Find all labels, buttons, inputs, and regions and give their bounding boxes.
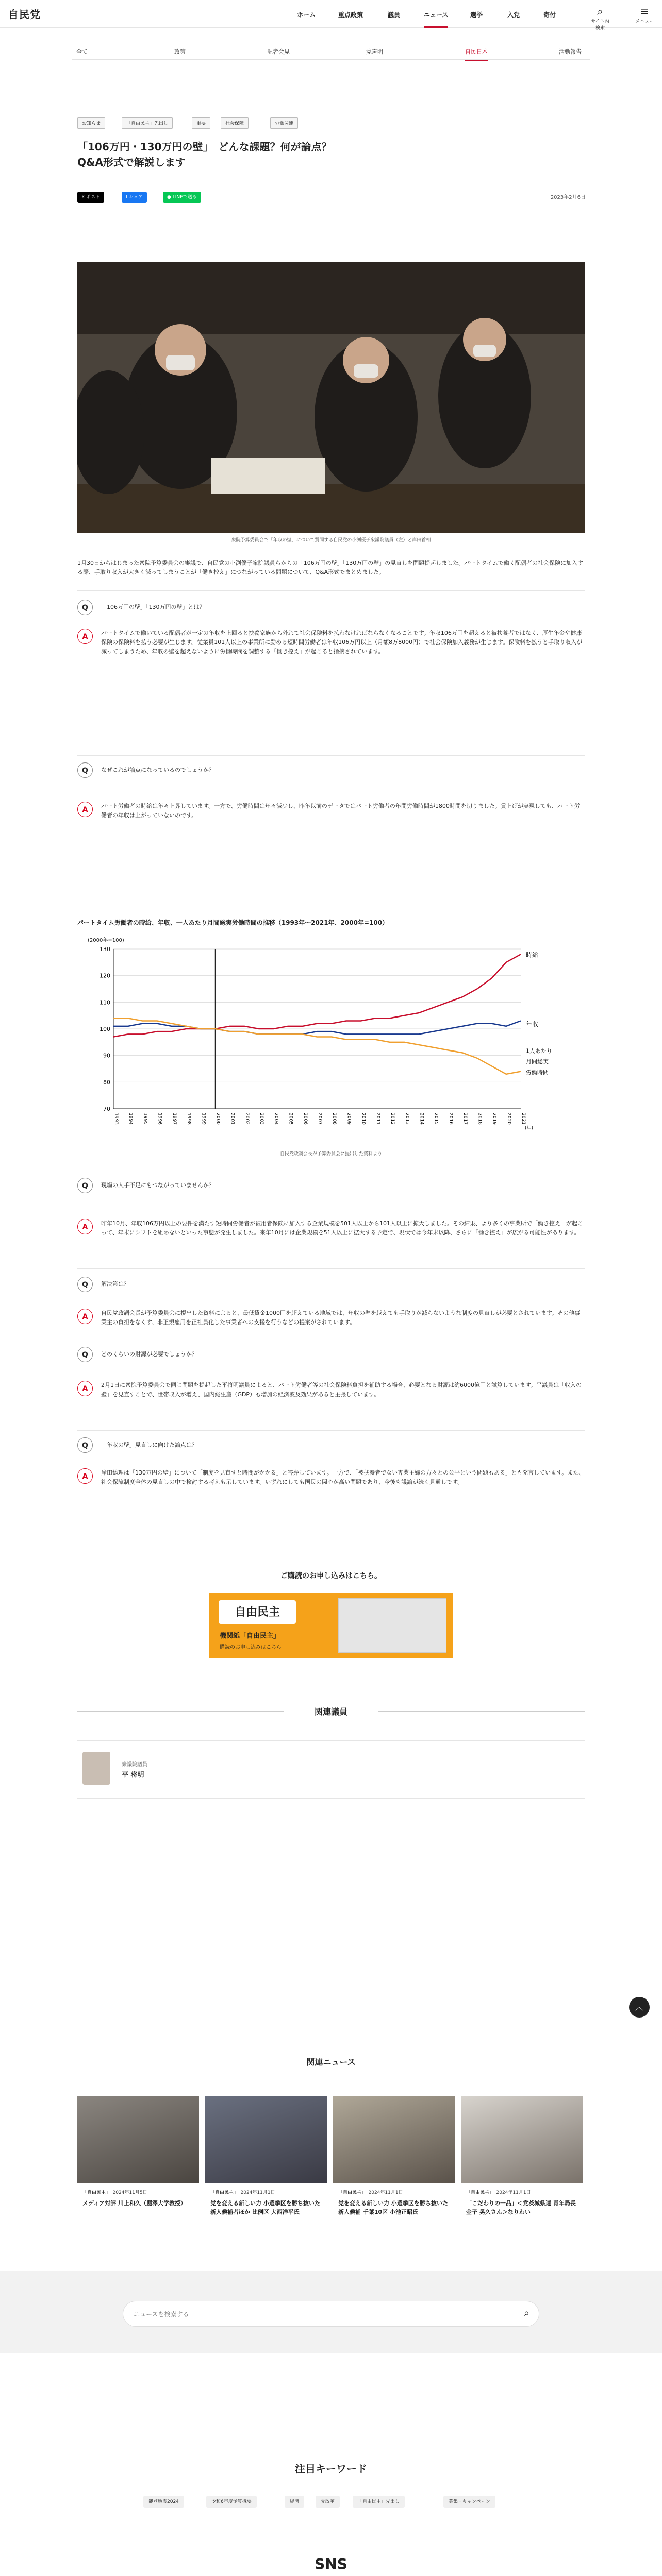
a-badge: A bbox=[77, 1381, 93, 1396]
tab-jimin-nippon[interactable]: 自民日本 bbox=[465, 47, 488, 61]
divider bbox=[77, 590, 585, 591]
related-news-heading: 関連ニュース bbox=[77, 2056, 585, 2067]
x-icon: X bbox=[81, 195, 87, 200]
tab-policy[interactable]: 政策 bbox=[174, 48, 186, 55]
x-tick-label: 2000 bbox=[215, 1113, 221, 1125]
keyword-tag[interactable]: 「自由民主」先出し bbox=[353, 2496, 405, 2508]
y-ticks bbox=[100, 946, 110, 1112]
a-badge: A bbox=[77, 629, 93, 644]
search-icon: ⌕ bbox=[597, 5, 603, 18]
back-to-top-button[interactable] bbox=[629, 1997, 650, 2018]
tag-important[interactable]: 重要 bbox=[192, 117, 210, 129]
x-tick-label: 2011 bbox=[375, 1113, 380, 1125]
x-tick-label: 1994 bbox=[128, 1113, 134, 1125]
q-badge: Q bbox=[77, 762, 93, 778]
news-card[interactable]: 「自由民主」 2024年11月1日 党を変える新しい力 小選挙区を勝ち抜いた新人候補 千葉10区 小池正昭氏 bbox=[333, 2096, 455, 2245]
label-monthly-hours: 1人あたり bbox=[526, 1047, 552, 1055]
nav-donate[interactable]: 寄付 bbox=[543, 11, 556, 19]
chevron-up-icon: ︿ bbox=[635, 2002, 643, 2012]
question-2: Q なぜこれが論点になっているのでしょうか？ bbox=[77, 762, 585, 778]
article-photo bbox=[77, 262, 585, 533]
answer-6: A 岸田総理は「130万円の壁」について「制度を見直すと時間がかかる」と答弁しています。一方で、「被扶養者でない専業主婦の方々との公平という問題もある」とも発言しています。また、社会保障制度全体の見直しの中で検討する考えも示しています。いずれにしても国民の関心が高い問題であり、今後も議論が続く見通しです。 bbox=[77, 1468, 585, 1530]
page-title: 「106万円・130万円の壁」 どんな課題？何が論点？ Q&A形式で解説します bbox=[77, 141, 332, 168]
series-annual-income bbox=[113, 1021, 521, 1035]
x-tick-label: 1999 bbox=[201, 1113, 206, 1125]
menu-button[interactable]: ≡ メニュー bbox=[635, 5, 654, 24]
nav-news[interactable]: ニュース bbox=[424, 10, 448, 28]
news-search-box bbox=[123, 2301, 539, 2327]
a-badge: A bbox=[77, 1219, 93, 1234]
tab-statement[interactable]: 党声明 bbox=[366, 48, 383, 55]
q-badge: Q bbox=[77, 600, 93, 615]
question-5: Q どのくらいの財源が必要でしょうか？ bbox=[77, 1347, 585, 1362]
x-tick-label: 2012 bbox=[390, 1113, 395, 1125]
x-tick-label: 2006 bbox=[302, 1113, 308, 1125]
subscribe-banner[interactable]: 自由民主 機関紙「自由民主」 購読のお申し込みはこちら bbox=[209, 1593, 453, 1658]
line-icon: ● bbox=[167, 195, 173, 200]
x-tick-label: 2001 bbox=[229, 1113, 235, 1125]
x-tick-label: 1997 bbox=[171, 1113, 177, 1125]
answer-4: A 自民党政調会長が予算委員会に提出した資料によると、最低賃金1000円を超えている地域では、年収の壁を越えても手取りが減らないような制度の見直しが必要とされています。その他事業主の負担をなくす、非正規雇用を正社員化した事業者への支援を行うなどの提案がされています。 bbox=[77, 1309, 585, 1350]
x-tick-label: 2018 bbox=[477, 1113, 483, 1125]
question-3: Q 現場の人手不足にもつながっていませんか？ bbox=[77, 1178, 585, 1193]
tab-press[interactable]: 記者会見 bbox=[267, 48, 290, 55]
news-thumbnail bbox=[77, 2096, 199, 2183]
nav-policy[interactable]: 重点政策 bbox=[338, 11, 363, 19]
y-tick-label: 100 bbox=[100, 1026, 110, 1032]
tab-activity[interactable]: 活動報告 bbox=[559, 48, 582, 55]
divider bbox=[77, 1798, 585, 1799]
site-logo[interactable]: 自民党 bbox=[8, 8, 41, 21]
x-tick-label: 2017 bbox=[462, 1113, 468, 1125]
share-facebook-button[interactable]: f シェア bbox=[122, 192, 147, 203]
search-button[interactable]: ⌕ サイト内検索 bbox=[590, 5, 610, 31]
tag-social-security[interactable]: 社会保障 bbox=[221, 117, 249, 129]
share-line-button[interactable]: ● LINEで送る bbox=[163, 192, 201, 203]
keyword-tag[interactable]: 能登地震2024 bbox=[143, 2496, 184, 2508]
divider bbox=[77, 1268, 585, 1269]
intro-text: 1月30日からはじまった衆院予算委員会の審議で、自民党の小渕優子衆院議員らからの「106万円の壁」「130万円の壁」の見直しを問題提起しました。パートタイムで働く配偶者の社会保険に加入する際、手取り収入が大きく減ってしまうことが「働き控え」につながっている問題について、Q&A形式でまとめました。 bbox=[77, 560, 584, 575]
question-4: Q 解決策は？ bbox=[77, 1277, 585, 1292]
x-tick-label: 2014 bbox=[419, 1113, 424, 1125]
keyword-tag[interactable]: 令和6年度予算概要 bbox=[206, 2496, 257, 2508]
chart-section bbox=[77, 918, 585, 1160]
subscribe-cta: ご購読のお申し込みはこちら。 bbox=[280, 1572, 382, 1580]
news-card[interactable]: 「自由民主」 2024年11月1日 「こだわりの一品」＜党茨城県連 青年局長 金子 晃久さん＞なりわい bbox=[461, 2096, 583, 2245]
x-tick-label: 2004 bbox=[273, 1113, 279, 1125]
news-thumbnail bbox=[205, 2096, 327, 2183]
x-tick-label: 2021 bbox=[521, 1113, 526, 1125]
keyword-tag[interactable]: 募集・キャンペーン bbox=[443, 2496, 495, 2508]
keywords-heading: 注目キーワード bbox=[295, 2463, 367, 2475]
svg-text:月間総実: 月間総実 bbox=[526, 1058, 549, 1065]
x-tick-label: 2010 bbox=[360, 1113, 366, 1125]
tag-labor[interactable]: 労働関連 bbox=[270, 117, 298, 129]
answer-2: A パート労働者の時給は年々上昇しています。一方で、労働時間は年々減少し、昨年以前のデータではパート労働者の年間労働時間が1800時間を切りました。賃上げが実現しても、パート労働者の年収は上がっていないのです。 bbox=[77, 802, 585, 833]
nav-join[interactable]: 入党 bbox=[507, 11, 520, 19]
x-tick-label: 2013 bbox=[404, 1113, 410, 1125]
question-6: Q 「年収の壁」見直しに向けた論点は？ bbox=[77, 1437, 585, 1453]
x-tick-label: 1993 bbox=[113, 1113, 119, 1125]
x-tick-label: 2003 bbox=[259, 1113, 264, 1125]
divider bbox=[77, 1430, 585, 1431]
photo-caption: 衆院予算委員会で「年収の壁」について質問する自民党の小渕優子衆議院議員（左）と岸田首相 bbox=[231, 538, 431, 543]
a-badge: A bbox=[77, 1468, 93, 1484]
keyword-tag[interactable]: 経済 bbox=[285, 2496, 304, 2508]
x-tick-label: 2019 bbox=[491, 1113, 497, 1125]
y-tick-label: 110 bbox=[100, 999, 110, 1006]
chart-title: パートタイム労働者の時給、年収、一人あたり月間総実労働時間の推移（1993年〜2021年、2000年=100） bbox=[77, 919, 389, 926]
q-badge: Q bbox=[77, 1437, 93, 1453]
member-role: 衆議院議員 bbox=[122, 1762, 147, 1768]
x-tick-label: 2016 bbox=[448, 1113, 453, 1125]
chart bbox=[77, 934, 585, 1145]
answer-5: A 2月1日に衆院予算委員会で同じ問題を提起した平将明議員によると、パート労働者等の社会保険料負担を補助する場合、必要となる財源は約6000億円と試算しています。平議員は「収入の壁」を見直すことで、世帯収入が増え、国内総生産（GDP）も増加の経済波及効果があると主張しています。 bbox=[77, 1381, 585, 1422]
question-1: Q 「106万円の壁」「130万円の壁」とは？ bbox=[77, 600, 585, 615]
site-header bbox=[0, 0, 662, 31]
a-badge: A bbox=[77, 1309, 93, 1324]
q-badge: Q bbox=[77, 1277, 93, 1292]
tab-all[interactable]: 全て bbox=[76, 48, 88, 55]
chart-grid bbox=[113, 949, 521, 1109]
share-x-button[interactable]: X ポスト bbox=[77, 192, 104, 203]
tag-notice[interactable]: お知らせ bbox=[77, 117, 105, 129]
x-tick-label: 2020 bbox=[506, 1113, 511, 1125]
answer-3: A 昨年10月、年収106万円以上の要件を満たす短時間労働者が被用者保険に加入する企業規模を501人以上から101人以上に拡大しました。その結果、より多くの事業所で「働き控え」が起こって、年末にシフトを組めないといった事態が発生しました。来年10月には企業規模を51人以上に拡大する予定で、現状では今年末以降、さらに「働き控え」が広がる可能性があります。 bbox=[77, 1219, 585, 1260]
label-annual-income: 年収 bbox=[526, 1020, 539, 1028]
divider bbox=[77, 1740, 585, 1741]
a-badge: A bbox=[77, 802, 93, 817]
sns-heading: SNS bbox=[315, 2555, 347, 2572]
x-ticks bbox=[113, 1113, 526, 1125]
nav-members[interactable]: 議員 bbox=[388, 11, 401, 19]
y-tick-label: 120 bbox=[100, 972, 110, 979]
news-thumbnail bbox=[333, 2096, 455, 2183]
nav-election[interactable]: 選挙 bbox=[470, 11, 483, 19]
svg-text:労働時間: 労働時間 bbox=[526, 1069, 549, 1076]
x-tick-label: 2002 bbox=[244, 1113, 250, 1125]
related-member-heading: 関連議員 bbox=[77, 1705, 585, 1717]
facebook-icon: f bbox=[126, 195, 129, 200]
x-tick-label: 1996 bbox=[157, 1113, 162, 1125]
publish-date: 2023年2月6日 bbox=[550, 195, 586, 200]
x-tick-label: 1998 bbox=[186, 1113, 192, 1125]
diet-session-photo bbox=[77, 262, 585, 533]
x-tick-label: 2015 bbox=[433, 1113, 439, 1125]
member-name[interactable]: 平 将明 bbox=[122, 1771, 144, 1779]
q-badge: Q bbox=[77, 1347, 93, 1362]
label-hourly-wage: 時給 bbox=[526, 951, 539, 959]
newspaper-image bbox=[338, 1598, 446, 1653]
x-unit: (年) bbox=[525, 1126, 534, 1131]
avatar[interactable] bbox=[82, 1752, 110, 1785]
x-tick-label: 2009 bbox=[346, 1113, 352, 1125]
tag-jiyuminshu[interactable]: 「自由民主」先出し bbox=[122, 117, 173, 129]
y-tick-label: 130 bbox=[100, 946, 110, 953]
keyword-tag[interactable]: 党改革 bbox=[316, 2496, 340, 2508]
news-search-input[interactable] bbox=[134, 2308, 505, 2321]
chart-caption: 自民党政調会長が予算委員会に提出した資料より bbox=[279, 1151, 382, 1157]
y-unit: (2000年=100) bbox=[88, 938, 124, 943]
x-tick-label: 1995 bbox=[142, 1113, 148, 1125]
jiyuminshu-logo: 自由民主 bbox=[219, 1600, 296, 1624]
divider bbox=[77, 755, 585, 756]
news-thumbnail bbox=[461, 2096, 583, 2183]
nav-home[interactable]: ホーム bbox=[297, 11, 316, 19]
y-tick-label: 90 bbox=[103, 1052, 110, 1059]
answer-1: A パートタイムで働いている配偶者が一定の年収を上回ると扶養家族から外れて社会保険料を払わなければならなくなることです。年収106万円を超えると被扶養者ではなく、厚生年金や健康保険の保険料を払う必要が生じます。従業員101人以上の事業所に勤める短時間労働者は年収106万円以上（月額8万8000円）で社会保険加入義務が生じます。保険料を払うと手取り収入が減ってしまうため、年収の壁を超えないように労働時間を調整する「働き控え」が起こると指摘されています。 bbox=[77, 629, 585, 685]
x-tick-label: 2008 bbox=[332, 1113, 337, 1125]
x-tick-label: 2007 bbox=[317, 1113, 322, 1125]
news-card[interactable]: 「自由民主」 2024年11月5日 メディア対評 川上和久（麗澤大学教授） bbox=[77, 2096, 199, 2245]
x-tick-label: 2005 bbox=[288, 1113, 293, 1125]
hamburger-icon: ≡ bbox=[640, 5, 649, 18]
y-tick-label: 80 bbox=[103, 1079, 110, 1086]
q-badge: Q bbox=[77, 1178, 93, 1193]
news-card[interactable]: 「自由民主」 2024年11月1日 党を変える新しい力 小選挙区を勝ち抜いた新人候補者ほか 比例区 大西洋平氏 bbox=[205, 2096, 327, 2245]
news-category-tabs bbox=[72, 44, 590, 60]
y-tick-label: 70 bbox=[103, 1106, 110, 1112]
search-icon[interactable]: ⌕ bbox=[523, 2307, 529, 2319]
